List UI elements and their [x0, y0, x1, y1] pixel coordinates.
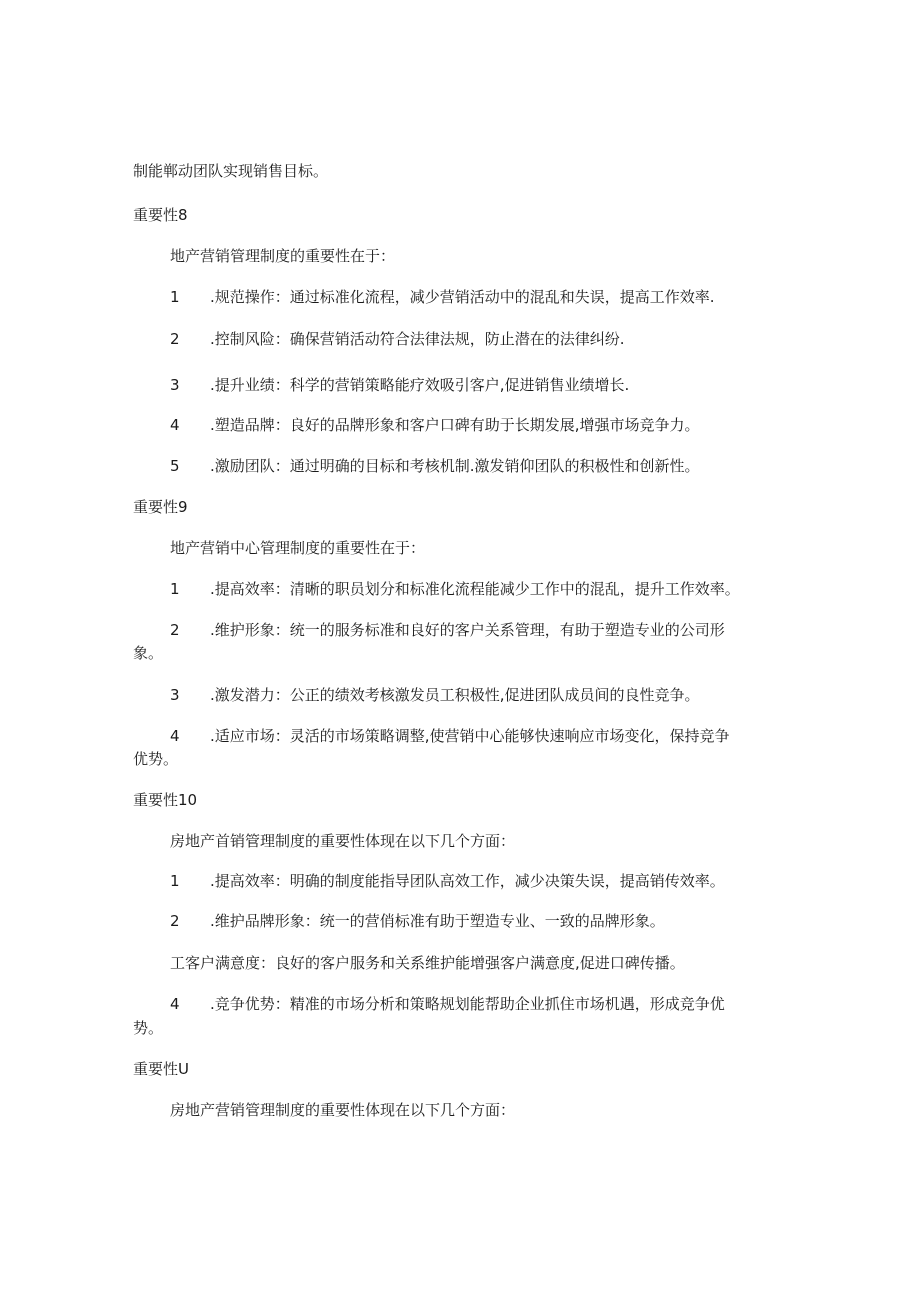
- list-item: [170, 619, 725, 641]
- item-number: 1: [170, 872, 180, 890]
- list-item: [170, 578, 740, 600]
- item-number: 5: [170, 457, 180, 475]
- item-text: .提高效率：明确的制度能指导团队高效工作，减少决策失误，提高销传效率。: [210, 872, 725, 890]
- item-number: 2: [170, 621, 180, 639]
- list-item: [170, 725, 730, 747]
- list-item: [170, 870, 725, 892]
- list-item: [170, 910, 665, 932]
- item-text: 工客户满意度：良好的客户服务和关系维护能增强客户满意度,促进口碑传播。: [170, 954, 685, 972]
- item-text: .规范操作：通过标准化流程，减少营销活动中的混乱和失误，提高工作效率.: [210, 288, 715, 306]
- item-continuation: 象。: [133, 644, 164, 662]
- section-intro: 房地产首销管理制度的重要性体现在以下几个方面：: [170, 832, 516, 850]
- item-number: 3: [170, 686, 180, 704]
- list-item: [170, 952, 685, 974]
- item-continuation: 优势。: [133, 750, 179, 768]
- item-text: .维护形象：统一的服务标准和良好的客户关系管理，有助于塑造专业的公司形: [210, 621, 725, 639]
- section-heading: 重要性8: [133, 206, 188, 224]
- item-number: 4: [170, 727, 180, 745]
- item-text: .维护品牌形象：统一的营俏标准有助于塑造专业、一致的品牌形象。: [210, 912, 665, 930]
- list-item: [170, 374, 629, 396]
- section-heading: 重要性9: [133, 498, 188, 516]
- item-text: .适应市场：灵活的市场策略调整,使营销中心能够快速响应市场变化，保持竞争: [210, 727, 730, 745]
- list-item: [170, 684, 700, 706]
- section-heading: 重要性10: [133, 791, 198, 809]
- item-number: 4: [170, 995, 180, 1013]
- item-continuation: 势。: [133, 1019, 164, 1037]
- item-text: .竞争优势：精准的市场分析和策略规划能帮助企业抓住市场机遇，形成竞争优: [210, 995, 725, 1013]
- section-intro: 房地产营销管理制度的重要性体现在以下几个方面：: [170, 1101, 516, 1119]
- list-item: [170, 414, 700, 436]
- item-text: .提升业绩：科学的营销策略能疗效吸引客户,促进销售业绩增长.: [210, 376, 630, 394]
- item-number: 3: [170, 376, 180, 394]
- item-number: 1: [170, 580, 180, 598]
- item-text: .提高效率：清晰的职员划分和标准化流程能减少工作中的混乱，提升工作效率。: [210, 580, 740, 598]
- section-intro: 地产营销管理制度的重要性在于：: [170, 247, 396, 265]
- item-text: .控制风险：确保营销活动符合法律法规，防止潜在的法律纠纷.: [210, 330, 625, 348]
- item-number: 2: [170, 912, 180, 930]
- list-item: [170, 455, 700, 477]
- intro-tail: 制能郸动团队实现销售目标。: [133, 162, 329, 180]
- list-item: [170, 286, 715, 308]
- section-heading: 重要性U: [133, 1060, 189, 1078]
- item-text: .激励团队：通过明确的目标和考核机制.激发销仰团队的积极性和创新性。: [210, 457, 700, 475]
- list-item: [170, 328, 625, 350]
- item-number: 2: [170, 330, 180, 348]
- section-intro: 地产营销中心管理制度的重要性在于：: [170, 539, 426, 557]
- item-text: .激发潜力：公正的绩效考核激发员工积极性,促进团队成员间的良性竞争。: [210, 686, 700, 704]
- item-text: .塑造品牌：良好的品牌形象和客户口碑有助于长期发展,增强市场竞争力。: [210, 416, 700, 434]
- list-item: [170, 993, 725, 1015]
- item-number: 1: [170, 288, 180, 306]
- item-number: 4: [170, 416, 180, 434]
